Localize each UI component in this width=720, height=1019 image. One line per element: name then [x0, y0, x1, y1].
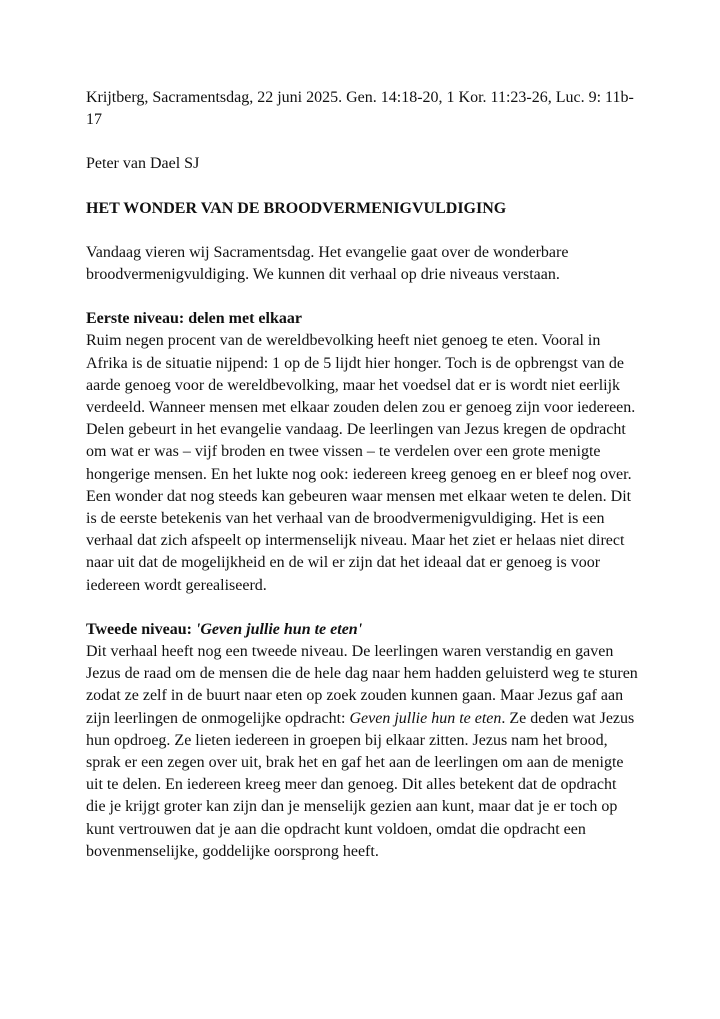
document-title: HET WONDER VAN DE BROODVERMENIGVULDIGING: [86, 199, 507, 217]
section-2-body-part2: . Ze deden wat Jezus hun opdroeg. Ze lieten iedereen in groepen bij elkaar zitten. Jezus nam het brood, sprak er een zegen over uit, brak het en gaf het aan de leerlingen om aan de menigte uit te delen. En iedereen kreeg meer dan genoeg. Dit alles betekent dat de opdracht die je krijgt groter kan zijn dan je menselijk gezien aan kunt, maar dat je er toch op kunt vertrouwen dat je aan die opdracht kunt voldoen, omdat die opdracht een bovenmenselijke, goddelijke oorsprong heeft.: [86, 709, 635, 860]
spacer: [86, 176, 638, 198]
section-1-heading: Eerste niveau: delen met elkaar: [86, 310, 302, 328]
spacer: [86, 131, 638, 153]
spacer: [86, 286, 638, 308]
section-2-heading-quote: 'Geven jullie hun te eten': [195, 620, 363, 638]
section-2-body-quote: Geven jullie hun te eten: [349, 709, 502, 727]
author-line: Peter van Dael SJ: [86, 155, 200, 173]
section-1-body: Ruim negen procent van de wereldbevolking heeft niet genoeg te eten. Vooral in Afrika is de situatie nijpend: 1 op de 5 lijdt hier honger. Toch is de opbrengst van de aarde genoeg voor de wereldbevolking, maar het voedsel dat er is wordt niet eerlijk verdeeld. Wanneer mensen met elkaar zouden delen zou er genoeg zijn voor iedereen. Delen gebeurt in het evangelie vandaag. De leerlingen van Jezus kregen de opdracht om wat er was – vijf broden en twee vissen – te verdelen over een grote menigte hongerige mensen. En het lukte nog ook: iedereen kreeg genoeg en er bleef nog over. Een wonder dat nog steeds kan gebeuren waar mensen met elkaar weten te delen. Dit is de eerste betekenis van het verhaal van de broodvermenigvuldiging. Het is een verhaal dat zich afspeelt op intermenselijk niveau. Maar het ziet er helaas niet direct naar uit dat de mogelijkheid en de wil er zijn dat het ideaal dat er genoeg is voor iedereen wordt gerealiseerd.: [86, 332, 636, 594]
intro-paragraph: Vandaag vieren wij Sacramentsdag. Het evangelie gaat over de wonderbare broodvermenigvuldiging. We kunnen dit verhaal op drie niveaus verstaan.: [86, 243, 569, 284]
section-2-body-part1: Dit verhaal heeft nog een tweede niveau. De leerlingen waren verstandig en gaven Jezus de raad om de mensen die de hele dag naar hem hadden geluisterd weg te sturen zodat ze zelf in de buurt naar eten op zoek zouden kunnen gaan. Maar Jezus gaf aan zijn leerlingen de onmogelijke opdracht:: [86, 643, 638, 727]
section-2-body: [86, 641, 638, 863]
spacer: [86, 220, 638, 242]
section-2-heading-prefix: Tweede niveau:: [86, 620, 196, 638]
section-2-heading: [86, 619, 638, 641]
header-reference: Krijtberg, Sacramentsdag, 22 juni 2025. Gen. 14:18-20, 1 Kor. 11:23-26, Luc. 9: 11b-17: [86, 89, 634, 129]
document-page: [86, 87, 638, 863]
spacer: [86, 597, 638, 619]
